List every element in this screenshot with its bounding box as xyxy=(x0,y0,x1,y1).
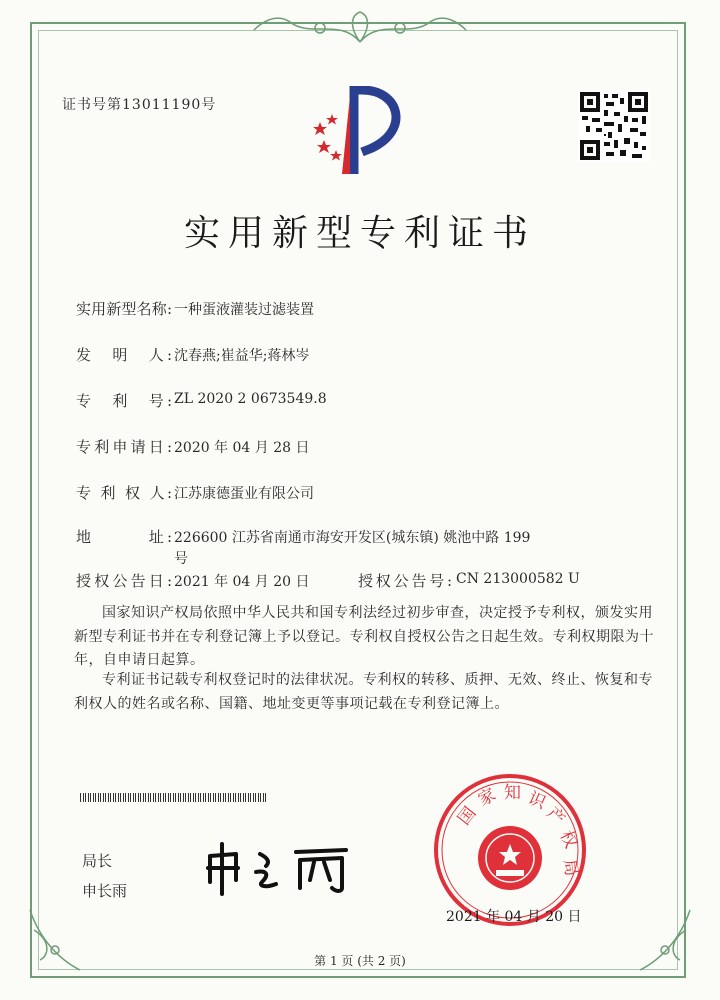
cnipa-logo-icon xyxy=(302,86,412,178)
svg-text:产: 产 xyxy=(542,803,569,830)
certificate-number: 证书号第13011190号 xyxy=(62,97,217,113)
barcode-icon xyxy=(80,793,266,802)
patentee-label: 专 利 权 人: xyxy=(76,484,172,502)
svg-text:局: 局 xyxy=(559,857,582,878)
grant-number-value: CN 213000582 U xyxy=(456,571,580,587)
grant-date-label: 授权公告日: xyxy=(76,572,172,590)
svg-text:家: 家 xyxy=(474,784,500,811)
page-number: 第 1 页 (共 2 页) xyxy=(314,954,406,968)
handwritten-signature-icon xyxy=(196,838,366,898)
seal-date: 2021 年 04 月 20 日 xyxy=(446,909,582,925)
director-title: 局长 xyxy=(82,852,113,870)
inventor-value: 沈春燕;崔益华;蒋林岑 xyxy=(174,348,310,364)
address-line2: 号 xyxy=(174,551,188,567)
svg-text:识: 识 xyxy=(524,788,549,814)
top-ornament-icon xyxy=(250,8,470,48)
address-label: 地 址: xyxy=(76,528,172,546)
legal-status-paragraph: 专利证书记载专利权登记时的法律状况。专利权的转移、质押、无效、终止、恢复和专利权人的姓名或名称、国籍、地址变更等事项记载在专利登记簿上。 xyxy=(74,672,653,712)
grant-date-value: 2021 年 04 月 20 日 xyxy=(174,574,310,590)
grant-statement-paragraph: 国家知识产权局依照中华人民共和国专利法经过初步审查，决定授予专利权，颁发实用新型专利证书并在专利登记簿上予以登记。专利权自授权公告之日起生效。专利权期限为十年，自申请日起算。 xyxy=(74,605,654,668)
patent-number-label: 专 利 号: xyxy=(76,392,172,410)
page-title: 实用新型专利证书 xyxy=(183,213,536,254)
filing-date-label: 专利申请日: xyxy=(76,438,172,456)
patent-number-value: ZL 2020 2 0673549.8 xyxy=(174,391,327,407)
patentee-value: 江苏康德蛋业有限公司 xyxy=(174,486,314,502)
filing-date-value: 2020 年 04 月 28 日 xyxy=(174,440,310,456)
svg-text:国: 国 xyxy=(454,803,481,830)
utility-model-name-value: 一种蛋液灌装过滤装置 xyxy=(174,302,314,318)
grant-number-label: 授权公告号: xyxy=(358,572,452,590)
svg-text:权: 权 xyxy=(555,827,581,852)
director-name: 申长雨 xyxy=(82,882,128,900)
qr-code-icon xyxy=(578,90,650,162)
address-line1: 226600 江苏省南通市海安开发区(城东镇) 姚池中路 199 xyxy=(174,530,531,546)
inventor-label: 发 明 人: xyxy=(76,346,172,364)
svg-text:知: 知 xyxy=(504,783,521,803)
utility-model-name-label: 实用新型名称: xyxy=(76,300,172,318)
